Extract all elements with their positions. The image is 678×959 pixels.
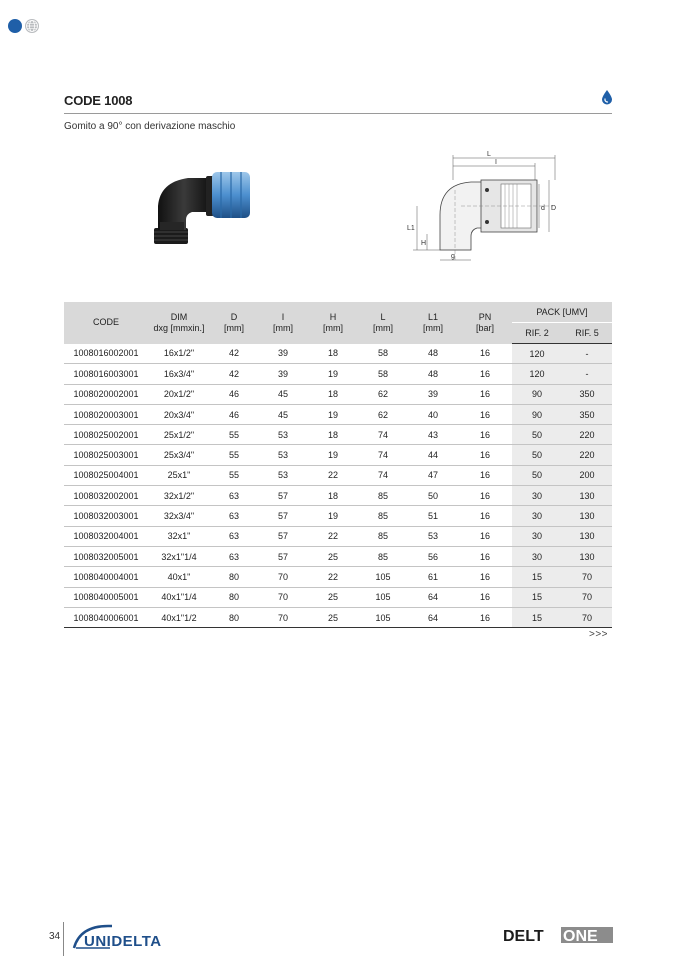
continue-marker: >>> bbox=[589, 629, 609, 640]
table-row bbox=[64, 425, 612, 445]
cell-rif5: - bbox=[562, 364, 612, 384]
cell-i: 70 bbox=[258, 607, 308, 627]
cell-l1: 51 bbox=[408, 506, 458, 526]
col-code: CODE bbox=[64, 302, 148, 344]
product-description: Gomito a 90° con derivazione maschio bbox=[64, 121, 236, 132]
cell-h: 19 bbox=[308, 445, 358, 465]
cell-d: 55 bbox=[210, 445, 258, 465]
dim-L-label: L bbox=[487, 151, 491, 158]
cell-rif5: 130 bbox=[562, 506, 612, 526]
cell-rif2: 15 bbox=[512, 567, 562, 587]
cell-d: 63 bbox=[210, 526, 258, 546]
cell-l1: 43 bbox=[408, 425, 458, 445]
cell-code: 1008040004001 bbox=[64, 567, 148, 587]
cell-d: 80 bbox=[210, 607, 258, 627]
cell-pn: 16 bbox=[458, 445, 512, 465]
globe-icon bbox=[25, 19, 39, 33]
cell-pn: 16 bbox=[458, 425, 512, 445]
cell-code: 1008032004001 bbox=[64, 526, 148, 546]
cell-dim: 25x1/2" bbox=[148, 425, 210, 445]
cell-code: 1008032005001 bbox=[64, 546, 148, 566]
cell-pn: 16 bbox=[458, 364, 512, 384]
cell-code: 1008016003001 bbox=[64, 364, 148, 384]
cell-i: 70 bbox=[258, 587, 308, 607]
table-row bbox=[64, 486, 612, 506]
cell-d: 80 bbox=[210, 567, 258, 587]
cell-i: 57 bbox=[258, 486, 308, 506]
svg-text:ONE: ONE bbox=[563, 928, 598, 944]
cell-dim: 25x3/4" bbox=[148, 445, 210, 465]
blue-dot-icon bbox=[8, 19, 22, 33]
cell-rif5: 350 bbox=[562, 404, 612, 424]
table-row bbox=[64, 465, 612, 485]
cell-l: 58 bbox=[358, 364, 408, 384]
product-photo bbox=[148, 168, 258, 263]
cell-rif2: 50 bbox=[512, 465, 562, 485]
top-icons bbox=[8, 19, 39, 33]
cell-dim: 32x1"1/4 bbox=[148, 546, 210, 566]
dim-d-label: d bbox=[541, 205, 545, 212]
dim-g-label: g bbox=[451, 253, 455, 260]
cell-dim: 25x1" bbox=[148, 465, 210, 485]
table-row bbox=[64, 445, 612, 465]
table-row bbox=[64, 364, 612, 384]
col-I: I [mm] bbox=[258, 302, 308, 344]
dim-D-label: D bbox=[551, 205, 557, 212]
cell-code: 1008020002001 bbox=[64, 384, 148, 404]
cell-h: 19 bbox=[308, 506, 358, 526]
cell-rif2: 120 bbox=[512, 364, 562, 384]
table-row bbox=[64, 344, 612, 364]
cell-l: 62 bbox=[358, 384, 408, 404]
table-row bbox=[64, 607, 612, 627]
cell-code: 1008016002001 bbox=[64, 344, 148, 364]
col-rif2: RIF. 2 bbox=[512, 323, 562, 344]
cell-l1: 56 bbox=[408, 546, 458, 566]
cell-d: 46 bbox=[210, 384, 258, 404]
cell-i: 53 bbox=[258, 465, 308, 485]
cell-l1: 64 bbox=[408, 587, 458, 607]
cell-i: 53 bbox=[258, 425, 308, 445]
footer-divider bbox=[63, 922, 64, 956]
water-drop-icon bbox=[601, 89, 613, 110]
technical-drawing bbox=[405, 150, 565, 275]
cell-rif5: 130 bbox=[562, 486, 612, 506]
title-divider bbox=[64, 113, 612, 114]
cell-h: 25 bbox=[308, 607, 358, 627]
cell-pn: 16 bbox=[458, 506, 512, 526]
table-row bbox=[64, 506, 612, 526]
cell-l1: 64 bbox=[408, 607, 458, 627]
cell-pn: 16 bbox=[458, 607, 512, 627]
cell-h: 25 bbox=[308, 546, 358, 566]
table-row bbox=[64, 567, 612, 587]
col-PN: PN [bar] bbox=[458, 302, 512, 344]
cell-h: 22 bbox=[308, 526, 358, 546]
cell-h: 18 bbox=[308, 486, 358, 506]
col-H: H [mm] bbox=[308, 302, 358, 344]
cell-pn: 16 bbox=[458, 526, 512, 546]
page-title: CODE 1008 bbox=[64, 93, 133, 108]
cell-d: 80 bbox=[210, 587, 258, 607]
cell-l: 62 bbox=[358, 404, 408, 424]
table-row bbox=[64, 526, 612, 546]
svg-text:DELT: DELT bbox=[503, 928, 544, 944]
table-row bbox=[64, 404, 612, 424]
cell-pn: 16 bbox=[458, 384, 512, 404]
table-row bbox=[64, 384, 612, 404]
cell-dim: 32x1" bbox=[148, 526, 210, 546]
cell-rif2: 15 bbox=[512, 587, 562, 607]
cell-rif2: 50 bbox=[512, 425, 562, 445]
cell-l: 85 bbox=[358, 546, 408, 566]
page-number: 34 bbox=[49, 931, 61, 942]
cell-i: 39 bbox=[258, 364, 308, 384]
cell-l1: 61 bbox=[408, 567, 458, 587]
cell-dim: 32x1/2" bbox=[148, 486, 210, 506]
cell-i: 57 bbox=[258, 506, 308, 526]
cell-dim: 40x1" bbox=[148, 567, 210, 587]
cell-l1: 44 bbox=[408, 445, 458, 465]
cell-pn: 16 bbox=[458, 465, 512, 485]
cell-code: 1008040005001 bbox=[64, 587, 148, 607]
cell-rif2: 15 bbox=[512, 607, 562, 627]
col-pack: PACK [UMV] bbox=[512, 302, 612, 323]
cell-code: 1008025002001 bbox=[64, 425, 148, 445]
table-row bbox=[64, 587, 612, 607]
cell-rif2: 120 bbox=[512, 344, 562, 364]
cell-i: 57 bbox=[258, 546, 308, 566]
cell-code: 1008032003001 bbox=[64, 506, 148, 526]
cell-l1: 50 bbox=[408, 486, 458, 506]
cell-h: 18 bbox=[308, 384, 358, 404]
cell-l1: 47 bbox=[408, 465, 458, 485]
cell-l: 85 bbox=[358, 486, 408, 506]
svg-text:UNIDELTA: UNIDELTA bbox=[84, 933, 162, 950]
cell-code: 1008020003001 bbox=[64, 404, 148, 424]
cell-rif5: 130 bbox=[562, 526, 612, 546]
cell-d: 63 bbox=[210, 486, 258, 506]
col-L: L [mm] bbox=[358, 302, 408, 344]
cell-l: 85 bbox=[358, 526, 408, 546]
cell-i: 70 bbox=[258, 567, 308, 587]
cell-l: 105 bbox=[358, 607, 408, 627]
cell-l: 105 bbox=[358, 587, 408, 607]
dim-H-label: H bbox=[421, 240, 427, 247]
cell-l: 58 bbox=[358, 344, 408, 364]
cell-l1: 53 bbox=[408, 526, 458, 546]
cell-pn: 16 bbox=[458, 344, 512, 364]
cell-i: 57 bbox=[258, 526, 308, 546]
dim-I-label: I bbox=[495, 159, 497, 166]
cell-h: 19 bbox=[308, 404, 358, 424]
col-rif5: RIF. 5 bbox=[562, 323, 612, 344]
cell-rif5: 70 bbox=[562, 587, 612, 607]
cell-dim: 20x3/4" bbox=[148, 404, 210, 424]
cell-d: 63 bbox=[210, 546, 258, 566]
cell-h: 22 bbox=[308, 465, 358, 485]
cell-pn: 16 bbox=[458, 404, 512, 424]
cell-rif2: 30 bbox=[512, 486, 562, 506]
cell-rif2: 90 bbox=[512, 404, 562, 424]
cell-d: 55 bbox=[210, 425, 258, 445]
cell-rif5: 130 bbox=[562, 546, 612, 566]
cell-rif2: 30 bbox=[512, 546, 562, 566]
cell-code: 1008032002001 bbox=[64, 486, 148, 506]
cell-i: 45 bbox=[258, 384, 308, 404]
cell-l: 85 bbox=[358, 506, 408, 526]
cell-i: 39 bbox=[258, 344, 308, 364]
cell-l: 105 bbox=[358, 567, 408, 587]
cell-rif5: 350 bbox=[562, 384, 612, 404]
cell-dim: 20x1/2" bbox=[148, 384, 210, 404]
cell-dim: 40x1"1/4 bbox=[148, 587, 210, 607]
cell-l: 74 bbox=[358, 465, 408, 485]
cell-rif2: 90 bbox=[512, 384, 562, 404]
cell-h: 19 bbox=[308, 364, 358, 384]
col-D: D [mm] bbox=[210, 302, 258, 344]
cell-dim: 32x3/4" bbox=[148, 506, 210, 526]
cell-i: 53 bbox=[258, 445, 308, 465]
cell-l1: 48 bbox=[408, 344, 458, 364]
cell-d: 63 bbox=[210, 506, 258, 526]
cell-pn: 16 bbox=[458, 486, 512, 506]
cell-pn: 16 bbox=[458, 567, 512, 587]
cell-d: 55 bbox=[210, 465, 258, 485]
cell-l1: 48 bbox=[408, 364, 458, 384]
cell-d: 42 bbox=[210, 344, 258, 364]
col-L1: L1 [mm] bbox=[408, 302, 458, 344]
cell-l1: 39 bbox=[408, 384, 458, 404]
cell-rif2: 30 bbox=[512, 506, 562, 526]
cell-h: 22 bbox=[308, 567, 358, 587]
cell-d: 42 bbox=[210, 364, 258, 384]
deltone-logo bbox=[503, 926, 613, 949]
cell-h: 18 bbox=[308, 425, 358, 445]
cell-l: 74 bbox=[358, 445, 408, 465]
cell-rif5: 70 bbox=[562, 567, 612, 587]
cell-h: 18 bbox=[308, 344, 358, 364]
cell-rif5: - bbox=[562, 344, 612, 364]
cell-h: 25 bbox=[308, 587, 358, 607]
cell-i: 45 bbox=[258, 404, 308, 424]
cell-code: 1008040006001 bbox=[64, 607, 148, 627]
unidelta-logo bbox=[70, 920, 210, 957]
cell-dim: 16x3/4" bbox=[148, 364, 210, 384]
product-table bbox=[64, 302, 612, 628]
cell-rif2: 30 bbox=[512, 526, 562, 546]
cell-dim: 40x1"1/2 bbox=[148, 607, 210, 627]
cell-rif2: 50 bbox=[512, 445, 562, 465]
table-row bbox=[64, 546, 612, 566]
cell-l1: 40 bbox=[408, 404, 458, 424]
cell-d: 46 bbox=[210, 404, 258, 424]
cell-code: 1008025003001 bbox=[64, 445, 148, 465]
cell-rif5: 220 bbox=[562, 425, 612, 445]
cell-l: 74 bbox=[358, 425, 408, 445]
cell-pn: 16 bbox=[458, 546, 512, 566]
cell-rif5: 70 bbox=[562, 607, 612, 627]
cell-pn: 16 bbox=[458, 587, 512, 607]
col-dim: DIM dxg [mmxin.] bbox=[148, 302, 210, 344]
cell-code: 1008025004001 bbox=[64, 465, 148, 485]
cell-dim: 16x1/2" bbox=[148, 344, 210, 364]
cell-rif5: 220 bbox=[562, 445, 612, 465]
dim-L1-label: L1 bbox=[407, 225, 415, 232]
cell-rif5: 200 bbox=[562, 465, 612, 485]
